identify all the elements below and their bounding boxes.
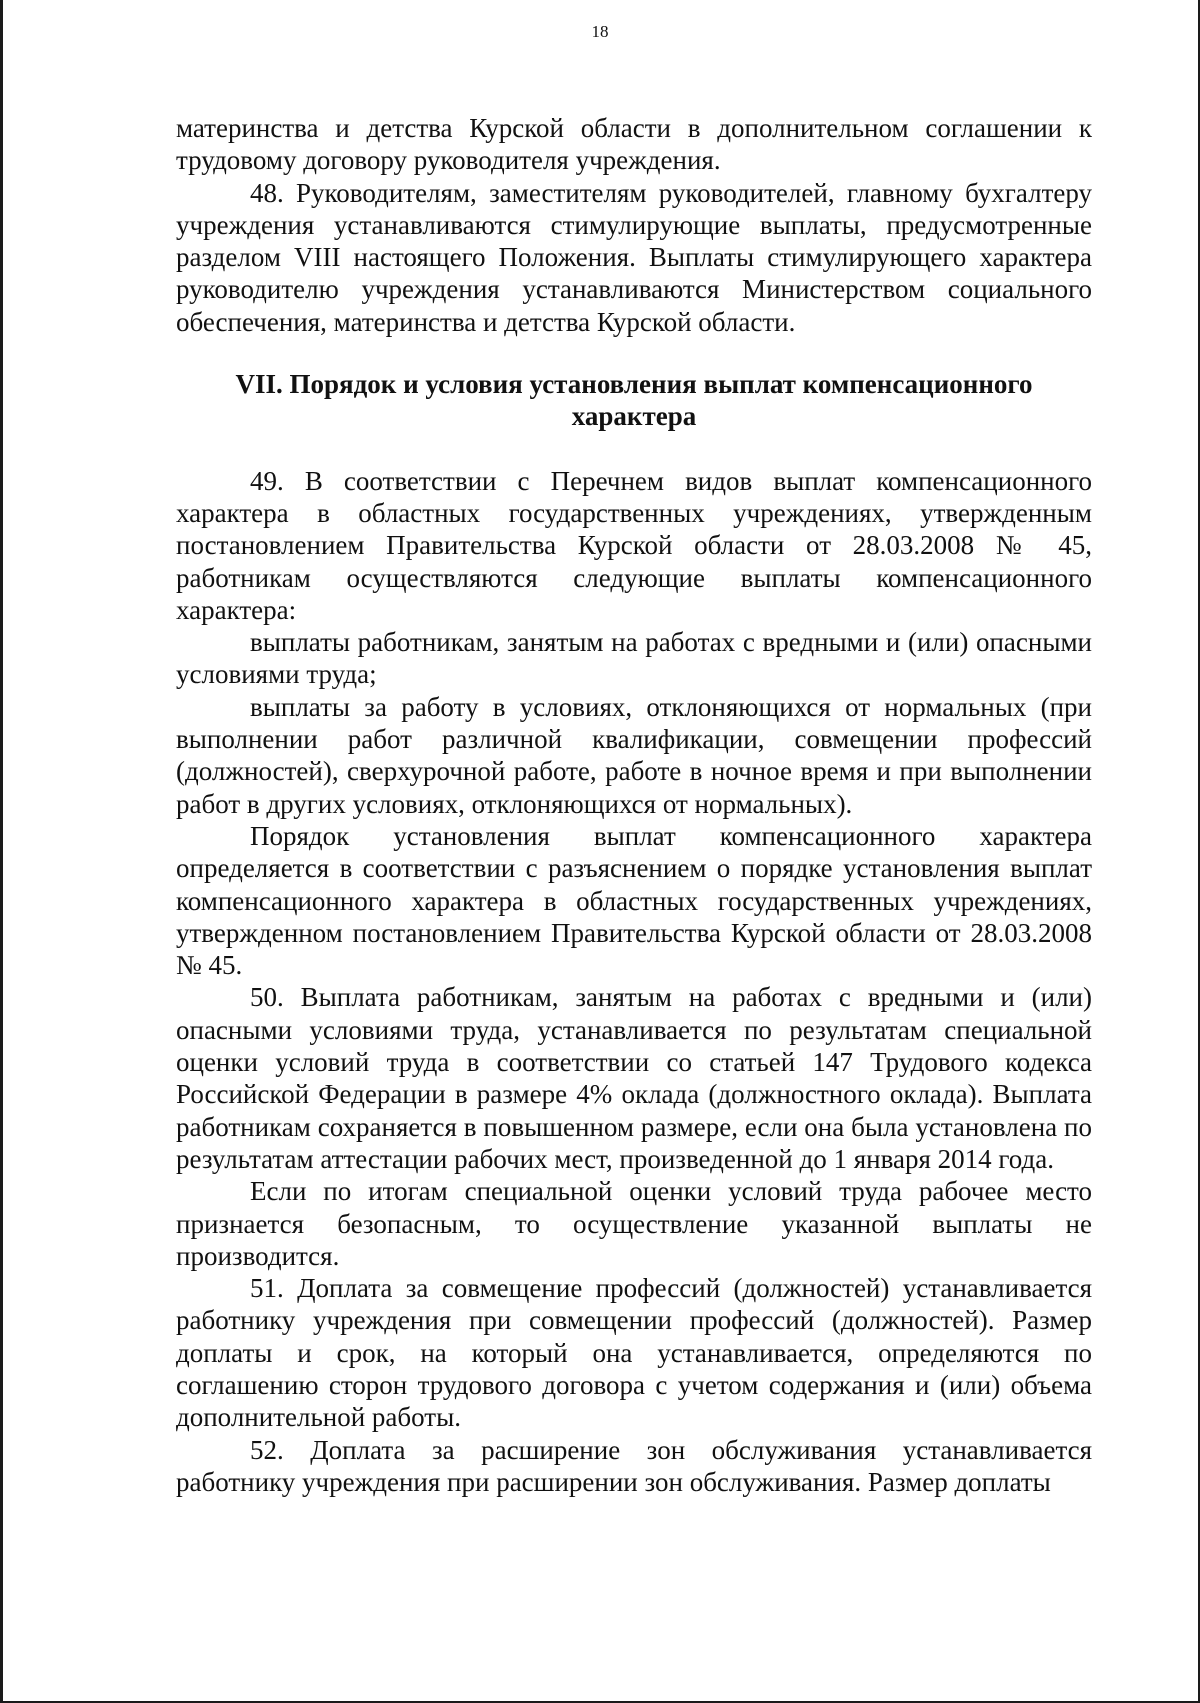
paragraph-continuation: материнства и детства Курской области в дополнительном соглашении к трудовому договору руководителя учреждения. (176, 113, 1092, 176)
section-heading: VII. Порядок и условия установления выплат компенсационного характера (235, 369, 1033, 432)
scan-border-left (0, 0, 3, 1703)
paragraph-49: 49. В соответствии с Перечнем видов выплат компенсационного характера в областных государственных учреждениях, утвержденным постановлением Правительства Курской области от 28.03.2008 № 45, работникам осуществляются следующие выплаты компенсационного характера: (176, 465, 1092, 625)
paragraph-50-note: Если по итогам специальной оценки условий труда рабочее место признается безопасным, то осуществление указанной выплаты не производится. (176, 1176, 1092, 1271)
page-number: 18 (591, 22, 609, 41)
document-body (176, 112, 1092, 1498)
paragraph-50: 50. Выплата работникам, занятым на работах с вредными и (или) опасными условиями труда, устанавливается по результатам специальной оценки условий труда в соответствии со статьей 147 Трудового кодекса Российской Федерации в размере 4% оклада (должностного оклада). Выплата работникам сохраняется в повышенном размере, если она была установлена по результатам аттестации рабочих мест, произведенной до 1 января 2014 года. (176, 982, 1092, 1174)
paragraph-49-procedure: Порядок установления выплат компенсационного характера определяется в соответствии с разъяснением о порядке установления выплат компенсационного характера в областных государственных учреждениях, утвержденном постановлением Правительства Курской области от 28.03.2008 № 45. (176, 820, 1092, 981)
paragraph-49-item-1: выплаты работникам, занятым на работах с вредными и (или) опасными условиями труда; (176, 627, 1092, 690)
paragraph-48: 48. Руководителям, заместителям руководителей, главному бухгалтеру учреждения устанавливаются стимулирующие выплаты, предусмотренные разделом VIII настоящего Положения. Выплаты стимулирующего характера руководителю учреждения устанавливаются Министерством социального обеспечения, материнства и детства Курской области. (176, 177, 1092, 337)
paragraph-49-item-2: выплаты за работу в условиях, отклоняющихся от нормальных (при выполнении работ различной квалификации, совмещении профессий (должностей), сверхурочной работе, работе в ночное время и при выполнении работ в других условиях, отклоняющихся от нормальных). (176, 691, 1092, 819)
paragraph-51: 51. Доплата за совмещение профессий (должностей) устанавливается работнику учреждения при совмещении профессий (должностей). Размер доплаты и срок, на который она устанавливается, определяются по соглашению сторон трудового договора с учетом содержания и (или) объема дополнительной работы. (176, 1273, 1092, 1433)
paragraph-52: 52. Доплата за расширение зон обслуживания устанавливается работнику учреждения при расширении зон обслуживания. Размер доплаты (176, 1434, 1092, 1497)
